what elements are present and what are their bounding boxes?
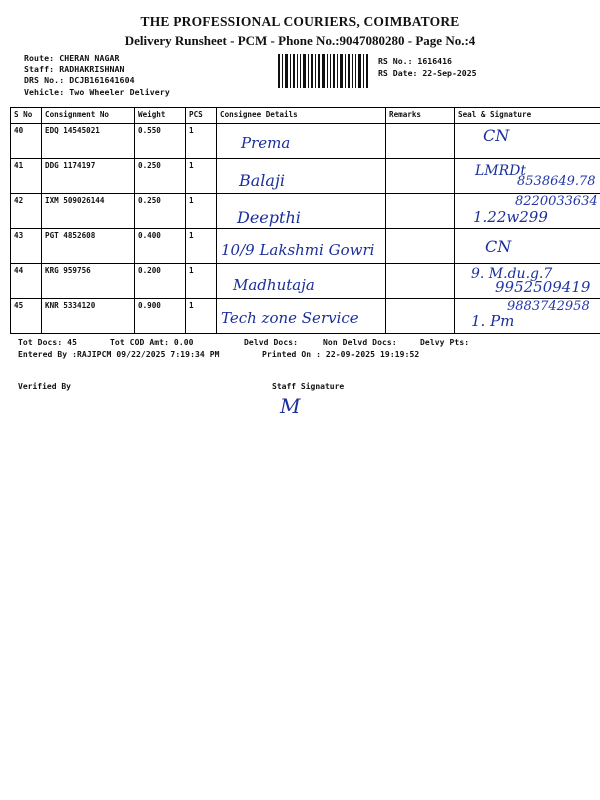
tot-cod-amt: Tot COD Amt: 0.00 <box>110 338 194 347</box>
col-sno: S No <box>11 108 42 124</box>
cell-signature <box>455 229 600 264</box>
handwriting-consignee: Tech zone Service <box>221 309 359 327</box>
cell-consignment: KRG 959756 <box>42 264 135 299</box>
handwriting-signature: 9. M.du.g.7 <box>471 266 553 282</box>
col-pcs: PCS <box>186 108 217 124</box>
verified-by-label: Verified By <box>18 382 71 391</box>
delvd-docs: Delvd Docs: <box>244 338 299 347</box>
cell-pcs: 1 <box>186 194 217 229</box>
drs-no-line: DRS No.: DCJB161641604 <box>24 75 135 86</box>
handwriting-consignee: Prema <box>241 134 291 152</box>
cell-pcs: 1 <box>186 159 217 194</box>
table-row <box>11 124 600 159</box>
handwriting-signature: CN <box>483 126 510 145</box>
handwriting-phone: 8538649.78 <box>517 174 596 189</box>
runsheet-table <box>10 107 600 334</box>
staff-signature-label: Staff Signature <box>272 382 345 391</box>
table-row <box>11 229 600 264</box>
table-row <box>11 299 600 334</box>
cell-weight: 0.200 <box>135 264 186 299</box>
cell-remarks <box>386 159 455 194</box>
company-title: THE PROFESSIONAL COURIERS, COIMBATORE <box>140 14 460 29</box>
totals-row <box>10 337 590 349</box>
cell-consignee <box>217 299 386 334</box>
cell-sno: 44 <box>11 264 42 299</box>
cell-consignment: KNR 5334120 <box>42 299 135 334</box>
cell-weight: 0.250 <box>135 194 186 229</box>
document-title: Delivery Runsheet - PCM - Phone No.:9047080280 - Page No.:4 <box>124 33 476 48</box>
handwriting-signature: 1.22w299 <box>473 208 548 226</box>
cell-consignment: PGT 4852608 <box>42 229 135 264</box>
cell-signature <box>455 194 600 229</box>
cell-sno: 41 <box>11 159 42 194</box>
cell-weight: 0.550 <box>135 124 186 159</box>
rs-no-line: RS No.: 1616416 <box>378 56 452 66</box>
cell-weight: 0.250 <box>135 159 186 194</box>
header-meta-left <box>24 53 170 98</box>
cell-sno: 42 <box>11 194 42 229</box>
cell-consignee <box>217 229 386 264</box>
cell-pcs: 1 <box>186 299 217 334</box>
cell-remarks <box>386 124 455 159</box>
cell-signature <box>455 159 600 194</box>
cell-consignee <box>217 194 386 229</box>
rs-date-line: RS Date: 22-Sep-2025 <box>378 68 477 78</box>
route-line: Route: CHERAN NAGAR <box>24 53 120 63</box>
handwriting-consignee: Deepthi <box>237 208 301 227</box>
cell-weight: 0.400 <box>135 229 186 264</box>
staff-signature-handwriting: M <box>280 394 301 418</box>
entered-printed-row <box>10 349 590 361</box>
table-row <box>11 194 600 229</box>
barcode-image <box>278 54 370 88</box>
cell-sno: 45 <box>11 299 42 334</box>
vehicle-line: Vehicle: Two Wheeler Delivery <box>24 86 170 97</box>
delvy-pts: Delvy Pts: <box>420 338 470 347</box>
footer-totals <box>10 337 590 360</box>
handwriting-signature: 1. Pm <box>471 312 515 330</box>
entered-by: Entered By :RAJIPCM 09/22/2025 7:19:34 PM <box>18 349 220 359</box>
cell-consignee <box>217 264 386 299</box>
col-weight: Weight <box>135 108 186 124</box>
handwriting-consignee: Madhutaja <box>233 276 315 294</box>
handwriting-signature: LMRDt <box>475 163 527 179</box>
handwriting-phone: 9952509419 <box>495 278 591 296</box>
cell-consignee <box>217 124 386 159</box>
cell-remarks <box>386 229 455 264</box>
col-remarks: Remarks <box>386 108 455 124</box>
cell-pcs: 1 <box>186 264 217 299</box>
cell-remarks <box>386 299 455 334</box>
handwriting-phone: 9883742958 <box>507 299 590 314</box>
cell-sno: 43 <box>11 229 42 264</box>
signature-section <box>10 382 590 442</box>
tot-docs: Tot Docs: 45 <box>18 338 77 347</box>
col-seal-signature: Seal & Signature <box>455 108 600 124</box>
cell-pcs: 1 <box>186 124 217 159</box>
table-row <box>11 264 600 299</box>
header-meta <box>10 53 590 105</box>
cell-weight: 0.900 <box>135 299 186 334</box>
printed-on: Printed On : 22-09-2025 19:19:52 <box>262 349 420 359</box>
cell-signature <box>455 299 600 334</box>
staff-line: Staff: RADHAKRISHNAN <box>24 64 125 75</box>
table-row <box>11 159 600 194</box>
cell-sno: 40 <box>11 124 42 159</box>
cell-remarks <box>386 194 455 229</box>
cell-remarks <box>386 264 455 299</box>
handwriting-phone: 8220033634 <box>515 194 598 209</box>
non-delvd-docs: Non Delvd Docs: <box>323 338 397 347</box>
cell-consignment: DDG 1174197 <box>42 159 135 194</box>
cell-consignment: EDQ 14545021 <box>42 124 135 159</box>
cell-signature <box>455 264 600 299</box>
runsheet-sheet <box>10 8 598 442</box>
handwriting-signature: CN <box>485 237 512 256</box>
col-consignee: Consignee Details <box>217 108 386 124</box>
col-consignment: Consignment No <box>42 108 135 124</box>
cell-consignment: IXM 509026144 <box>42 194 135 229</box>
table-header-row <box>11 108 600 124</box>
header-meta-right <box>378 55 477 79</box>
cell-signature <box>455 124 600 159</box>
cell-pcs: 1 <box>186 229 217 264</box>
cell-consignee <box>217 159 386 194</box>
handwriting-consignee: 10/9 Lakshmi Gowri <box>221 241 375 259</box>
handwriting-consignee: Balaji <box>239 171 286 190</box>
